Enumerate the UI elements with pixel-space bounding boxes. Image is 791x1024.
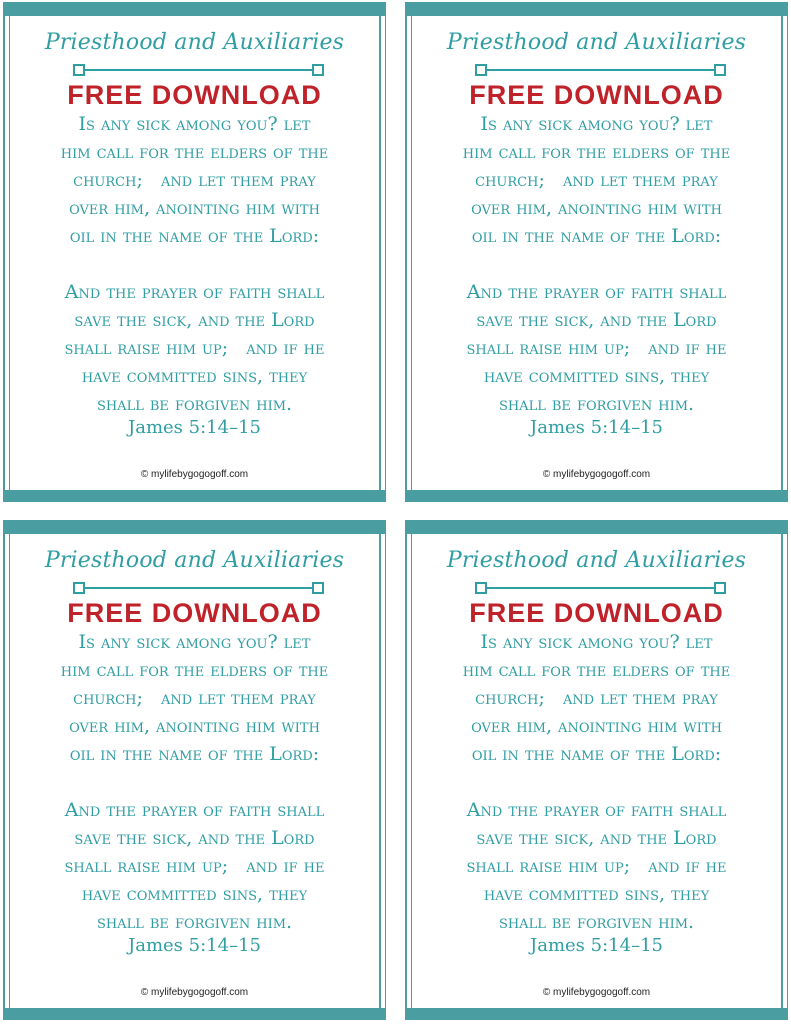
card-subtitle: Priesthood and Auxiliaries xyxy=(44,548,345,573)
verse-line: shall be forgiven him. xyxy=(498,393,695,415)
verse-line: And the prayer of faith shall xyxy=(466,281,727,303)
verse-line: oil in the name of the Lord: xyxy=(471,743,722,765)
free-download-heading: FREE DOWNLOAD xyxy=(67,80,322,110)
free-download-heading: FREE DOWNLOAD xyxy=(469,80,724,110)
verse-line: have committed sins, they xyxy=(483,883,710,905)
verse-line: Is any sick among you? let xyxy=(78,631,311,653)
ornament-divider xyxy=(75,69,322,71)
verse-line: him call for the elders of the xyxy=(60,141,329,163)
verse-line: oil in the name of the Lord: xyxy=(69,743,320,765)
divider-square-left-icon xyxy=(73,582,85,594)
divider-square-right-icon xyxy=(312,582,324,594)
scripture-verse xyxy=(3,628,386,936)
verse-line: shall raise him up; and if he xyxy=(466,337,727,359)
card-bottom-right xyxy=(405,520,788,1020)
verse-line: shall be forgiven him. xyxy=(498,911,695,933)
verse-line: over him, anointing him with xyxy=(69,715,320,737)
verse-line: church; and let them pray xyxy=(73,687,316,709)
verse-gap xyxy=(405,250,788,278)
card-top-left xyxy=(3,2,386,502)
verse-line: him call for the elders of the xyxy=(60,659,329,681)
card-bottom-bar xyxy=(405,490,788,502)
verse-line: him call for the elders of the xyxy=(462,659,731,681)
scripture-verse xyxy=(3,110,386,418)
card-bottom-bar xyxy=(405,1008,788,1020)
card-bottom-bar xyxy=(3,490,386,502)
scripture-reference: James 5:14–15 xyxy=(530,935,663,956)
card-bottom-bar xyxy=(3,1008,386,1020)
verse-line: church; and let them pray xyxy=(73,169,316,191)
card-top-bar xyxy=(405,520,788,534)
copyright-footer: © mylifebygogogoff.com xyxy=(140,469,249,480)
verse-line: save the sick, and the Lord xyxy=(74,309,315,331)
scripture-verse xyxy=(405,628,788,936)
copyright-footer: © mylifebygogogoff.com xyxy=(542,987,651,998)
verse-line: save the sick, and the Lord xyxy=(476,309,717,331)
verse-line: church; and let them pray xyxy=(475,169,718,191)
verse-line: save the sick, and the Lord xyxy=(74,827,315,849)
verse-line: over him, anointing him with xyxy=(471,715,722,737)
verse-line: church; and let them pray xyxy=(475,687,718,709)
card-top-bar xyxy=(405,2,788,16)
divider-square-left-icon xyxy=(475,582,487,594)
divider-square-right-icon xyxy=(714,582,726,594)
verse-line: have committed sins, they xyxy=(81,365,308,387)
verse-line: have committed sins, they xyxy=(81,883,308,905)
verse-line: shall raise him up; and if he xyxy=(64,337,325,359)
verse-line: save the sick, and the Lord xyxy=(476,827,717,849)
verse-line: him call for the elders of the xyxy=(462,141,731,163)
divider-square-left-icon xyxy=(475,64,487,76)
verse-line: And the prayer of faith shall xyxy=(466,799,727,821)
verse-gap xyxy=(3,250,386,278)
ornament-divider xyxy=(477,587,724,589)
ornament-divider xyxy=(477,69,724,71)
verse-line: shall raise him up; and if he xyxy=(466,855,727,877)
divider-square-right-icon xyxy=(312,64,324,76)
verse-line: shall raise him up; and if he xyxy=(64,855,325,877)
verse-line: Is any sick among you? let xyxy=(480,113,713,135)
verse-line: over him, anointing him with xyxy=(471,197,722,219)
card-subtitle: Priesthood and Auxiliaries xyxy=(446,548,747,573)
copyright-footer: © mylifebygogogoff.com xyxy=(542,469,651,480)
verse-line: oil in the name of the Lord: xyxy=(471,225,722,247)
card-top-bar xyxy=(3,520,386,534)
verse-line: oil in the name of the Lord: xyxy=(69,225,320,247)
card-top-bar xyxy=(3,2,386,16)
free-download-heading: FREE DOWNLOAD xyxy=(67,598,322,628)
verse-line: And the prayer of faith shall xyxy=(64,281,325,303)
card-top-right xyxy=(405,2,788,502)
verse-gap xyxy=(3,768,386,796)
scripture-reference: James 5:14–15 xyxy=(128,935,261,956)
verse-line: shall be forgiven him. xyxy=(96,393,293,415)
divider-square-right-icon xyxy=(714,64,726,76)
verse-line: shall be forgiven him. xyxy=(96,911,293,933)
verse-line: Is any sick among you? let xyxy=(78,113,311,135)
verse-line: And the prayer of faith shall xyxy=(64,799,325,821)
card-subtitle: Priesthood and Auxiliaries xyxy=(44,30,345,55)
verse-line: over him, anointing him with xyxy=(69,197,320,219)
scripture-reference: James 5:14–15 xyxy=(128,417,261,438)
free-download-heading: FREE DOWNLOAD xyxy=(469,598,724,628)
ornament-divider xyxy=(75,587,322,589)
scripture-reference: James 5:14–15 xyxy=(530,417,663,438)
verse-line: Is any sick among you? let xyxy=(480,631,713,653)
card-subtitle: Priesthood and Auxiliaries xyxy=(446,30,747,55)
verse-line: have committed sins, they xyxy=(483,365,710,387)
copyright-footer: © mylifebygogogoff.com xyxy=(140,987,249,998)
verse-gap xyxy=(405,768,788,796)
card-bottom-left xyxy=(3,520,386,1020)
divider-square-left-icon xyxy=(73,64,85,76)
scripture-verse xyxy=(405,110,788,418)
